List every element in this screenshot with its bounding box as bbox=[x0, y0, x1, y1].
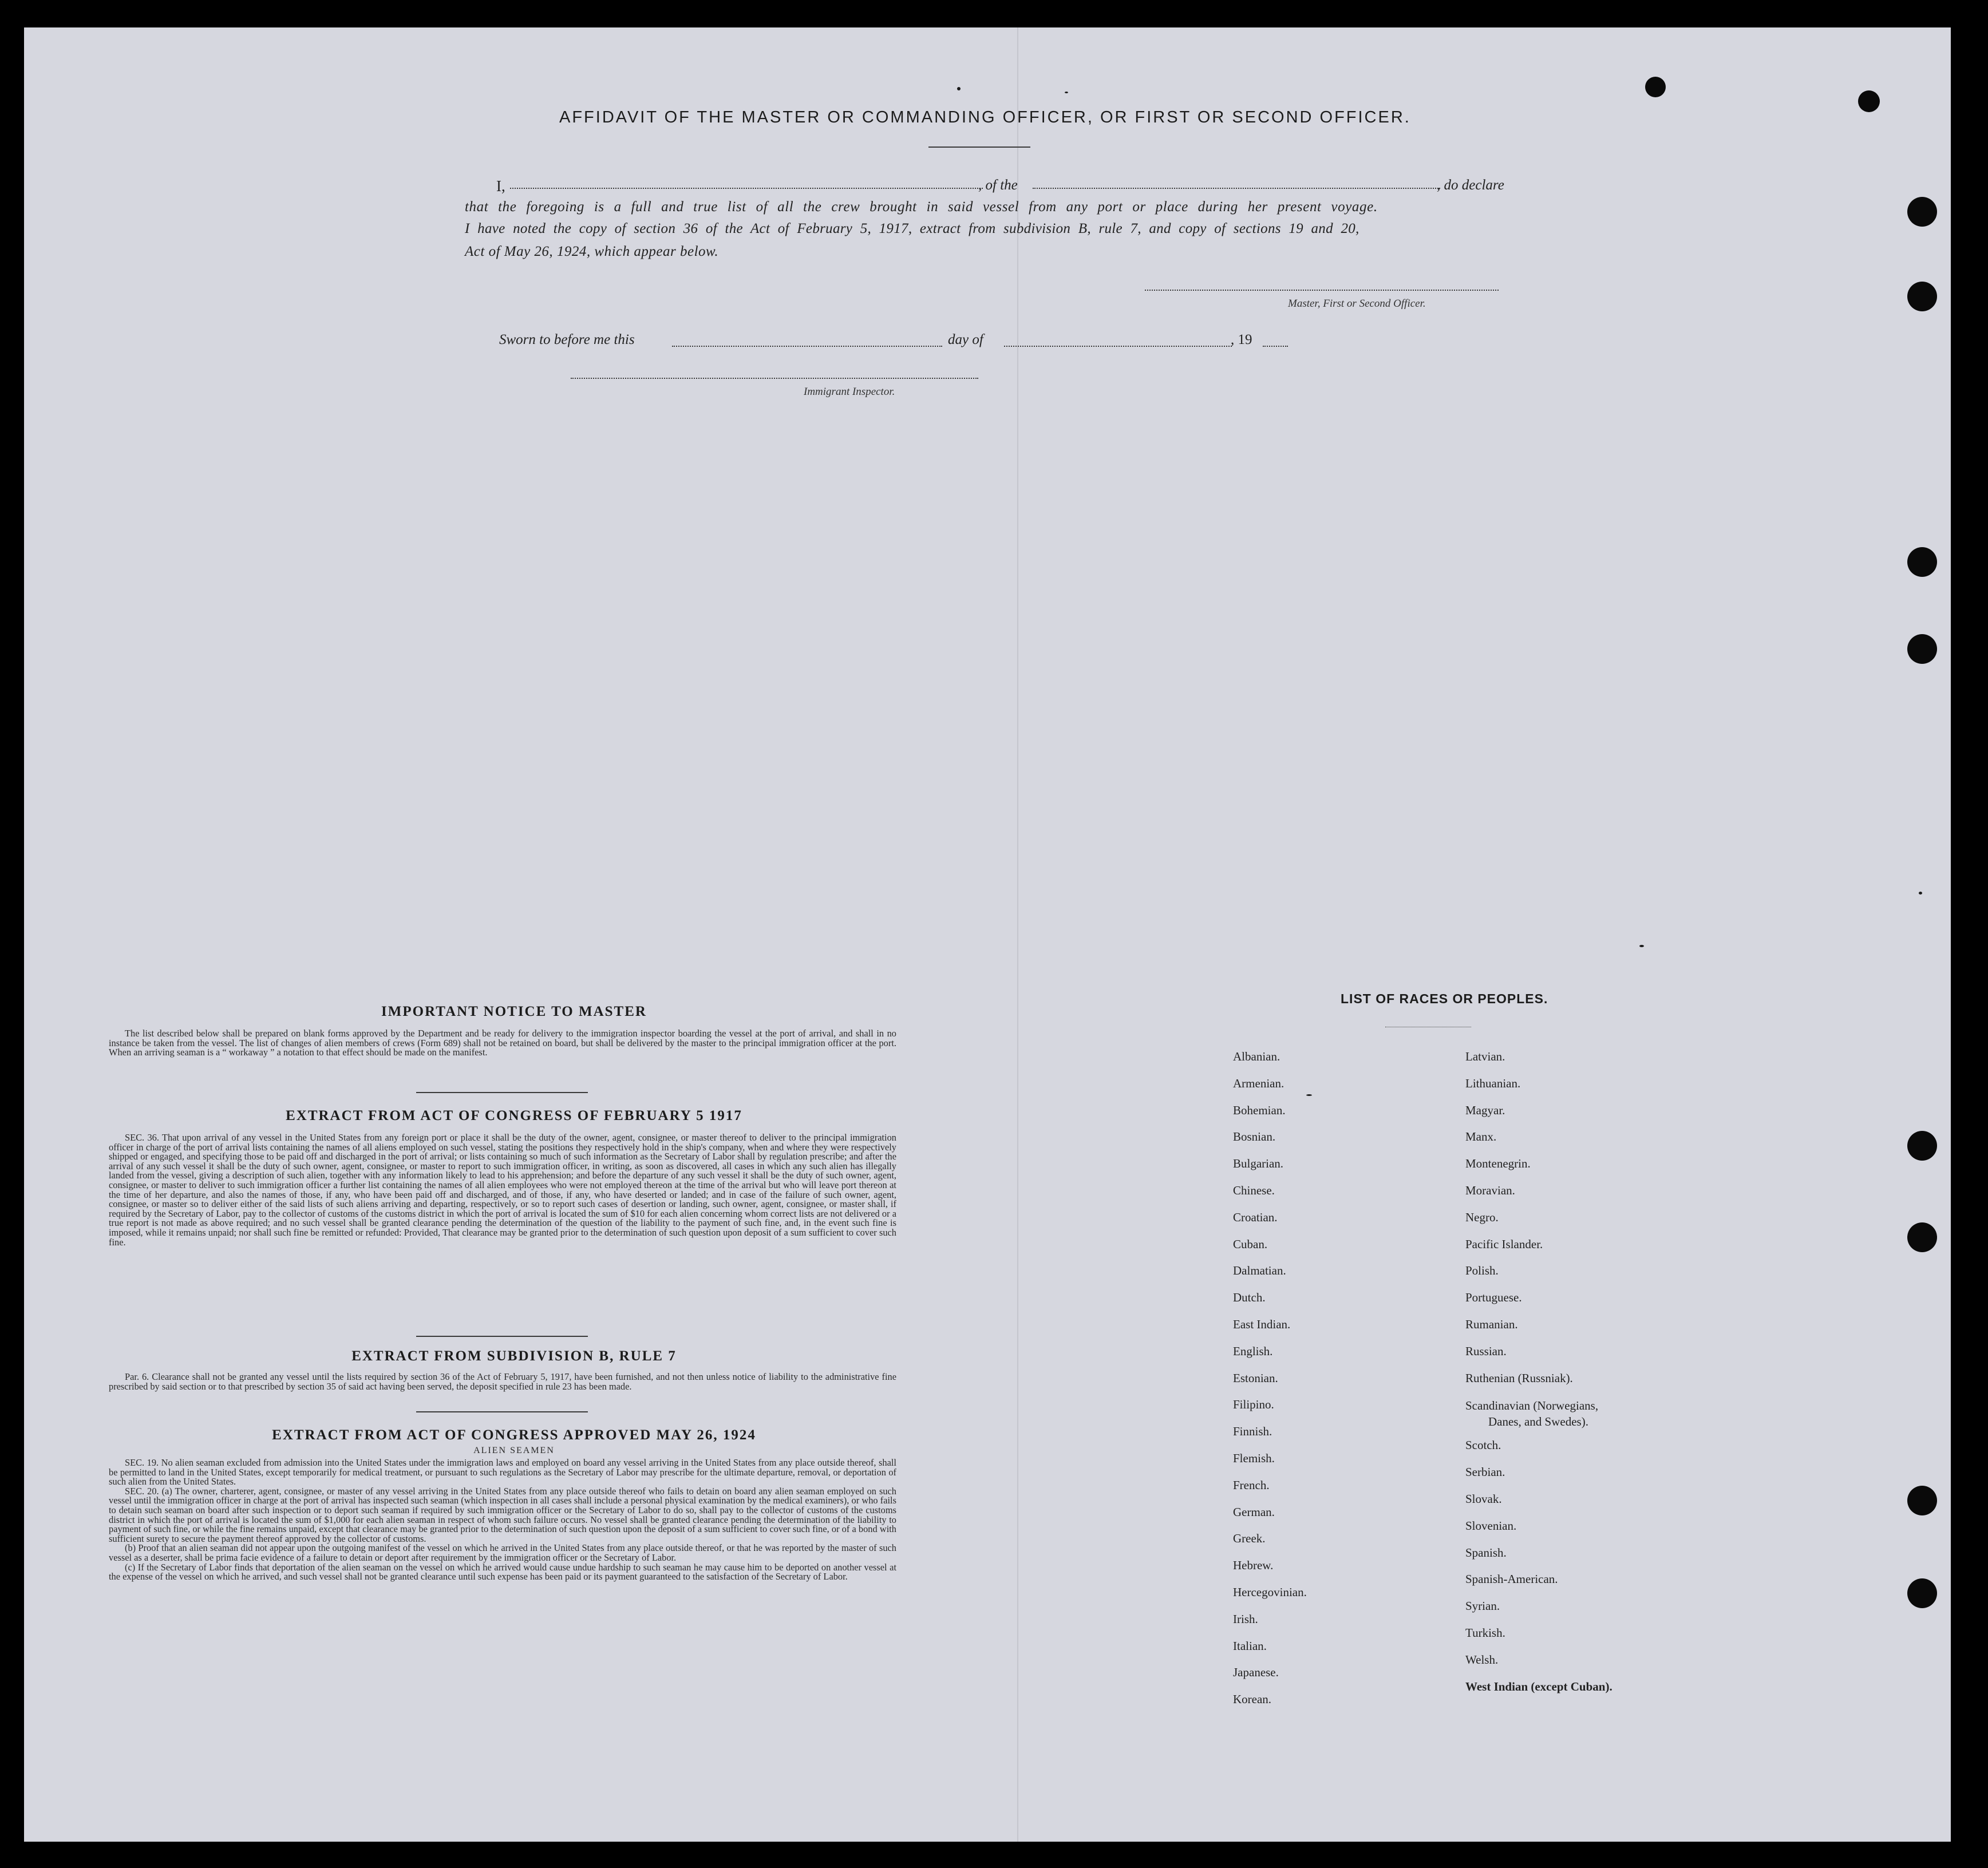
vessel-field[interactable] bbox=[1033, 188, 1440, 189]
race-item: Negro. bbox=[1465, 1210, 1499, 1224]
page-fold bbox=[1017, 27, 1018, 1842]
race-item: Bosnian. bbox=[1233, 1130, 1276, 1144]
race-item: Rumanian. bbox=[1465, 1317, 1518, 1331]
race-item: Korean. bbox=[1233, 1692, 1272, 1707]
race-item: Japanese. bbox=[1233, 1665, 1279, 1680]
races-column-1 bbox=[1233, 1050, 1307, 1719]
speck bbox=[957, 87, 961, 90]
race-item: English. bbox=[1233, 1344, 1273, 1358]
race-item: Finnish. bbox=[1233, 1424, 1272, 1439]
race-item: Flemish. bbox=[1233, 1451, 1275, 1465]
race-item: Hercegovinian. bbox=[1233, 1585, 1307, 1599]
race-item: Russian. bbox=[1465, 1344, 1507, 1358]
race-item: Albanian. bbox=[1233, 1050, 1280, 1063]
race-item: French. bbox=[1233, 1478, 1270, 1492]
race-item: Polish. bbox=[1465, 1264, 1499, 1278]
punch-hole bbox=[1907, 1131, 1937, 1161]
race-item: Montenegrin. bbox=[1465, 1157, 1531, 1171]
sworn-month-field[interactable] bbox=[1004, 346, 1232, 347]
inspector-caption: Immigrant Inspector. bbox=[804, 386, 895, 398]
punch-hole bbox=[1907, 197, 1937, 227]
race-item: Serbian. bbox=[1465, 1465, 1505, 1479]
punch-hole bbox=[1907, 547, 1937, 577]
race-item: Bulgarian. bbox=[1233, 1157, 1284, 1171]
notice-paragraph: The list described below shall be prepared on blank forms approved by the Department and be ready for delivery to the immigration inspector boarding the vessel at the port of arrival, and shall in no instance be taken from the vessel. The list of changes of alien members of crews (Form 689) shall not be retained on board, but shall be delivered by the master to the principal immigration officer at the port. When an arriving seaman is a “ workaway ” a notation to that effect should be made on the manifest. bbox=[109, 1028, 896, 1058]
race-item: Bohemian. bbox=[1233, 1103, 1286, 1117]
extract-1917-text bbox=[109, 1133, 896, 1247]
speck bbox=[1919, 892, 1922, 895]
punch-hole bbox=[1858, 90, 1880, 112]
race-item: Manx. bbox=[1465, 1130, 1497, 1144]
subdivision-title: EXTRACT FROM SUBDIVISION B, RULE 7 bbox=[351, 1348, 677, 1364]
sworn-day-field[interactable] bbox=[672, 346, 942, 347]
sec-19-paragraph: SEC. 19. No alien seaman excluded from admission into the United States under the immigration laws and employed on board any vessel arriving in the United States from any place outside thereof, shall be permitted to land in the United States, except temporarily for medical treatment, or pursuant to such regulations as the Secretary of Labor may prescribe for the ultimate departure, removal, or deportation of such alien from the United States. bbox=[109, 1457, 896, 1487]
extract-1924-title: EXTRACT FROM ACT OF CONGRESS APPROVED MAY 26, 1924 bbox=[272, 1427, 756, 1443]
sec-20a-paragraph: SEC. 20. (a) The owner, charterer, agent, consignee, or master of any vessel arriving in the United States from any place outside thereof who fails to detain on board any alien seaman employed on such vessel until the immigration officer in charge at the port of arrival has inspected such seaman (which inspection in all cases shall include a personal physical examination by the medical examiners), or who fails to detain such seaman on board after such inspection or to deport such seaman if required by such immigration officer or the Secretary of Labor to do so, shall pay to the collector of customs of the customs district in which the port of arrival is located the sum of $1,000 for each alien seaman in respect of whom such failure occurs. No vessel shall be granted clearance pending the determination of the liability to payment of such fine, or while the fine remains unpaid, except that clearance may be granted prior to the determination of such question upon the deposit of a sum sufficient to cover such fine, or of a bond with sufficient surety to secure the payment thereof approved by the collector of customs. bbox=[109, 1485, 896, 1544]
race-item: Spanish-American. bbox=[1465, 1572, 1558, 1586]
of-the-label: , of the bbox=[978, 177, 1018, 193]
affidavit-line-4: Act of May 26, 1924, which appear below. bbox=[465, 244, 719, 259]
extract-1924-text bbox=[109, 1458, 896, 1582]
race-item: Scotch. bbox=[1465, 1438, 1501, 1453]
section-36-paragraph: SEC. 36. That upon arrival of any vessel in the United States from any foreign port or place it shall be the duty of the owner, agent, consignee, or master thereof to deliver to the principal immigration officer in charge of the port of arrival lists containing the names of all aliens employed on such vessel, stating the positions they respectively hold in the ship's company, when and where they were respectively shipped or engaged, and specifying those to be paid off and discharged in the port of arrival; or lists containing so much of such information as the Secretary of Labor shall by regulation prescribe; and after the arrival of any such vessel it shall be the duty of such owner, agent, consignee, or master to report to such immigration officer, in writing, as soon as discovered, all cases in which any such alien has illegally landed from the vessel, giving a description of such alien, together with any information likely to lead to his apprehension; and before the departure of any such vessel it shall be the duty of such owner, agent, consignee, or master to deliver to such immigration officer a further list containing the names of all alien employees who were not employed thereon at the time of the arrival but who will leave port thereon at the time of her departure, and also the names of those, if any, who have been paid off and discharged, and of those, if any, who have deserted or landed; and in case of the failure of such owner, agent, consignee, or master so to deliver either of the said lists of such aliens arriving and departing, respectively, or so to report such cases of desertion or landing, such owner, agent, consignee, or master shall, if required by the Secretary of Labor, pay to the collector of customs of the customs district in which the port of arrival is located the sum of $10 for each alien concerning whom correct lists are not delivered or a true report is not made as above required; and no such vessel shall be granted clearance pending the determination of the question of the liability to the payment of such fine, and, in the event such fine is imposed, while it remains unpaid; nor shall such fine be remitted or refunded: Provided, That clearance may be granted prior to the determination of such question upon deposit of a sum sufficient to cover such fine. bbox=[109, 1132, 896, 1248]
race-item: Dutch. bbox=[1233, 1291, 1266, 1305]
notice-title: IMPORTANT NOTICE TO MASTER bbox=[381, 1004, 647, 1019]
race-item: Dalmatian. bbox=[1233, 1264, 1286, 1278]
speck bbox=[1065, 92, 1068, 93]
race-item: Slovenian. bbox=[1465, 1518, 1517, 1533]
sec-20b-paragraph: (b) Proof that an alien seaman did not appear upon the outgoing manifest of the vessel on which he arrived in the United States from any place outside thereof, or that he was reported by the master of such vessel as a deserter, shall be prima facie evidence of a failure to detain or deport after requirement by the immigration officer or the Secretary of Labor. bbox=[109, 1542, 896, 1563]
race-item: East Indian. bbox=[1233, 1317, 1291, 1331]
affidavit-line-2: that the foregoing is a full and true list of all the crew brought in said vessel from any port or place during her present voyage. bbox=[465, 199, 1378, 215]
race-item: Lithuanian. bbox=[1465, 1076, 1521, 1090]
race-item: Turkish. bbox=[1465, 1625, 1505, 1640]
document-page bbox=[24, 27, 1951, 1842]
race-item bbox=[1465, 1398, 1612, 1438]
race-item: Hebrew. bbox=[1233, 1558, 1274, 1573]
race-item: Cuban. bbox=[1233, 1237, 1268, 1251]
race-item: Estonian. bbox=[1233, 1371, 1278, 1385]
declare-label: , do declare bbox=[1437, 177, 1504, 193]
race-item: Pacific Islander. bbox=[1465, 1237, 1543, 1251]
divider bbox=[416, 1336, 588, 1337]
race-item: Irish. bbox=[1233, 1612, 1258, 1626]
race-item-line-1: Scandinavian (Norwegians, bbox=[1465, 1399, 1599, 1413]
master-caption: Master, First or Second Officer. bbox=[1288, 298, 1426, 310]
race-item: Greek. bbox=[1233, 1531, 1266, 1546]
race-item-line-2: Danes, and Swedes). bbox=[1488, 1415, 1588, 1429]
sworn-label: Sworn to before me this bbox=[499, 332, 635, 347]
inspector-signature-field[interactable] bbox=[571, 378, 978, 379]
alien-seamen-subtitle: ALIEN SEAMEN bbox=[473, 1446, 555, 1455]
master-signature-field[interactable] bbox=[1145, 290, 1499, 291]
punch-hole bbox=[1907, 1222, 1937, 1252]
races-column-2 bbox=[1465, 1050, 1612, 1706]
race-item: Filipino. bbox=[1233, 1398, 1274, 1412]
punch-hole bbox=[1645, 77, 1666, 97]
sec-20c-paragraph: (c) If the Secretary of Labor finds that deportation of the alien seaman on the vessel on which he arrived would cause undue hardship to such seaman he may cause him to be deported on another vessel at the expense of the vessel on which he arrived, and such vessel shall not be granted clearance until such expense has been paid or its payment guaranteed to the satisfaction of the Secretary of Labor. bbox=[109, 1561, 896, 1582]
title-underline bbox=[928, 147, 1030, 148]
affidavit-title: AFFIDAVIT OF THE MASTER OR COMMANDING OFFICER, OR FIRST OR SECOND OFFICER. bbox=[559, 108, 1411, 126]
races-title-underline bbox=[1385, 1026, 1471, 1027]
punch-hole bbox=[1907, 634, 1937, 664]
name-field[interactable] bbox=[510, 188, 983, 189]
race-item: Croatian. bbox=[1233, 1210, 1278, 1224]
race-item: Italian. bbox=[1233, 1639, 1267, 1653]
speck bbox=[1306, 1094, 1312, 1096]
divider bbox=[416, 1411, 588, 1412]
race-item: Syrian. bbox=[1465, 1599, 1500, 1613]
notice-text bbox=[109, 1029, 896, 1058]
race-item: Spanish. bbox=[1465, 1545, 1507, 1560]
races-title: LIST OF RACES OR PEOPLES. bbox=[1341, 991, 1548, 1006]
race-item: Magyar. bbox=[1465, 1103, 1505, 1117]
punch-hole bbox=[1907, 1486, 1937, 1515]
day-of-label: day of bbox=[948, 332, 983, 347]
extract-1917-title: EXTRACT FROM ACT OF CONGRESS OF FEBRUARY 5 1917 bbox=[286, 1108, 742, 1123]
race-item: Moravian. bbox=[1465, 1183, 1515, 1197]
race-item: Slovak. bbox=[1465, 1491, 1502, 1506]
affidavit-i-label: I, bbox=[496, 177, 505, 195]
punch-hole bbox=[1907, 282, 1937, 311]
year-field[interactable] bbox=[1263, 346, 1288, 347]
race-item: German. bbox=[1233, 1505, 1275, 1519]
race-item: West Indian (except Cuban). bbox=[1465, 1679, 1612, 1693]
race-item: Welsh. bbox=[1465, 1652, 1499, 1667]
year-label: , 19 bbox=[1231, 332, 1252, 347]
par-6-paragraph: Par. 6. Clearance shall not be granted any vessel until the lists required by section 36 of the Act of February 5, 1917, have been furnished, and not then unless notice of liability to the administrative fine prescribed by said section or to that prescribed by section 35 of said act having been served, the deposit specified in rule 23 has been made. bbox=[109, 1371, 896, 1392]
divider bbox=[416, 1092, 588, 1093]
punch-hole bbox=[1907, 1578, 1937, 1608]
race-item: Latvian. bbox=[1465, 1050, 1505, 1063]
race-item: Portuguese. bbox=[1465, 1291, 1522, 1305]
speck bbox=[1639, 945, 1644, 947]
race-item: Ruthenian (Russniak). bbox=[1465, 1371, 1573, 1385]
affidavit-line-3: I have noted the copy of section 36 of the Act of February 5, 1917, extract from subdivision B, rule 7, and copy of sections 19 and 20, bbox=[465, 221, 1359, 236]
race-item: Chinese. bbox=[1233, 1183, 1275, 1197]
subdivision-text bbox=[109, 1372, 896, 1391]
race-item: Armenian. bbox=[1233, 1076, 1285, 1090]
